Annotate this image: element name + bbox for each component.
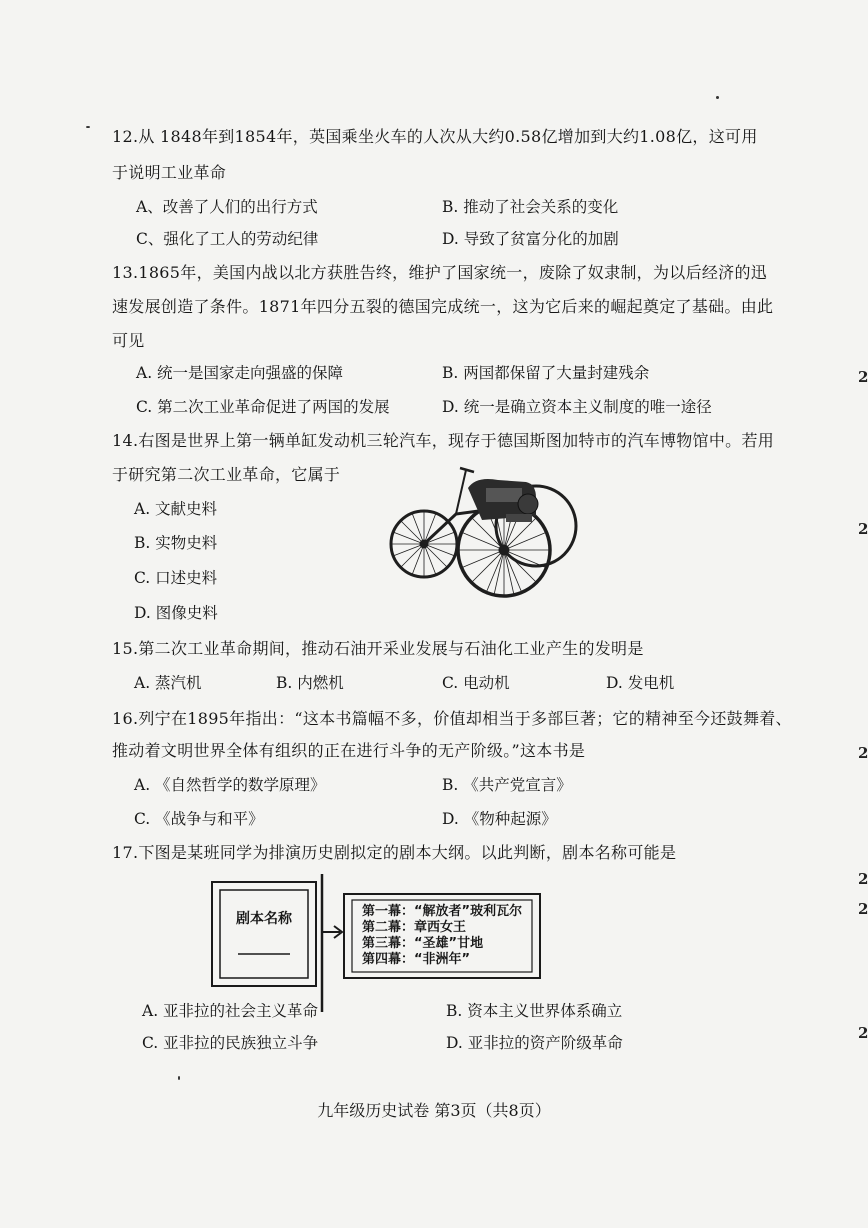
q14-stem-line1: 14.右图是世界上第一辆单缸发动机三轮汽车，现存于德国斯图加特市的汽车博物馆中。若用 (112, 431, 775, 450)
q14-option-c: C. 口述史料 (134, 569, 218, 587)
q15-option-b: B. 内燃机 (276, 674, 344, 692)
script-outline-diagram (208, 872, 548, 1014)
page-footer: 九年级历史试卷 第3页（共8页） (317, 1101, 551, 1120)
q15-option-c: C. 电动机 (442, 674, 510, 692)
act-item: 第四幕：“非洲年” (362, 952, 471, 967)
q12-option-b: B. 推动了社会关系的变化 (442, 198, 619, 216)
edge-mark: 2 (858, 900, 868, 918)
q14-option-d: D. 图像史料 (134, 604, 218, 622)
q12-option-a: A、改善了人们的出行方式 (136, 198, 318, 216)
q12-stem-line2: 于说明工业革命 (112, 163, 227, 182)
benz-motorwagen-image (386, 458, 584, 600)
act-item: 第三幕：“圣雄”甘地 (362, 936, 484, 951)
script-title-label: 剧本名称 (236, 911, 292, 927)
q17-option-d: D. 亚非拉的资产阶级革命 (446, 1034, 623, 1052)
q16-option-d: D. 《物种起源》 (442, 810, 557, 828)
q12-stem-line1: 12.从 1848年到1854年，英国乘坐火车的人次从大约0.58亿增加到大约1.08亿，这可用 (112, 127, 758, 146)
scan-speck (178, 1076, 180, 1080)
q17-option-b: B. 资本主义世界体系确立 (446, 1002, 623, 1020)
act-item: 第一幕：“解放者”玻利瓦尔 (362, 904, 523, 919)
q17-option-c: C. 亚非拉的民族独立斗争 (142, 1034, 319, 1052)
edge-mark: 2 (858, 520, 868, 538)
q14-option-a: A. 文献史料 (134, 500, 218, 518)
q16-option-a: A. 《自然哲学的数学原理》 (134, 776, 326, 794)
q15-option-a: A. 蒸汽机 (134, 674, 202, 692)
act-item: 第二幕：章西女王 (362, 920, 467, 935)
q14-option-b: B. 实物史料 (134, 534, 218, 552)
q17-stem: 17.下图是某班同学为排演历史剧拟定的剧本大纲。以此判断，剧本名称可能是 (112, 843, 677, 862)
q16-stem-line2: 推动着文明世界全体有组织的正在进行斗争的无产阶级。”这本书是 (112, 741, 586, 760)
q13-option-c: C. 第二次工业革命促进了两国的发展 (136, 398, 390, 416)
q15-option-d: D. 发电机 (606, 674, 675, 692)
edge-mark: 2 (858, 368, 868, 386)
q13-stem-line1: 13.1865年，美国内战以北方获胜告终，维护了国家统一，废除了奴隶制，为以后经济的迅 (112, 263, 768, 282)
q16-option-b: B. 《共产党宣言》 (442, 776, 572, 794)
q13-option-d: D. 统一是确立资本主义制度的唯一途径 (442, 398, 712, 416)
q13-stem-line3: 可见 (112, 331, 145, 350)
q16-option-c: C. 《战争与和平》 (134, 810, 264, 828)
edge-mark: 2 (858, 1024, 868, 1042)
q15-stem: 15.第二次工业革命期间，推动石油开采业发展与石油化工业产生的发明是 (112, 639, 644, 658)
scan-speck (86, 126, 90, 128)
q13-stem-line2: 速发展创造了条件。1871年四分五裂的德国完成统一，这为它后来的崛起奠定了基础。由此 (112, 297, 774, 316)
scan-speck (716, 96, 719, 99)
q14-stem-line2: 于研究第二次工业革命，它属于 (112, 465, 341, 484)
q13-option-a: A. 统一是国家走向强盛的保障 (136, 364, 344, 382)
acts-list (362, 904, 522, 968)
q12-option-c: C、强化了工人的劳动纪律 (136, 230, 319, 248)
q17-option-a: A. 亚非拉的社会主义革命 (142, 1002, 319, 1020)
edge-mark: 2 (858, 744, 868, 762)
edge-mark: 2 (858, 870, 868, 888)
q13-option-b: B. 两国都保留了大量封建残余 (442, 364, 650, 382)
q12-option-d: D. 导致了贫富分化的加剧 (442, 230, 619, 248)
q16-stem-line1: 16.列宁在1895年指出：“这本书篇幅不多，价值却相当于多部巨著；它的精神至今还鼓舞着、 (112, 709, 792, 728)
